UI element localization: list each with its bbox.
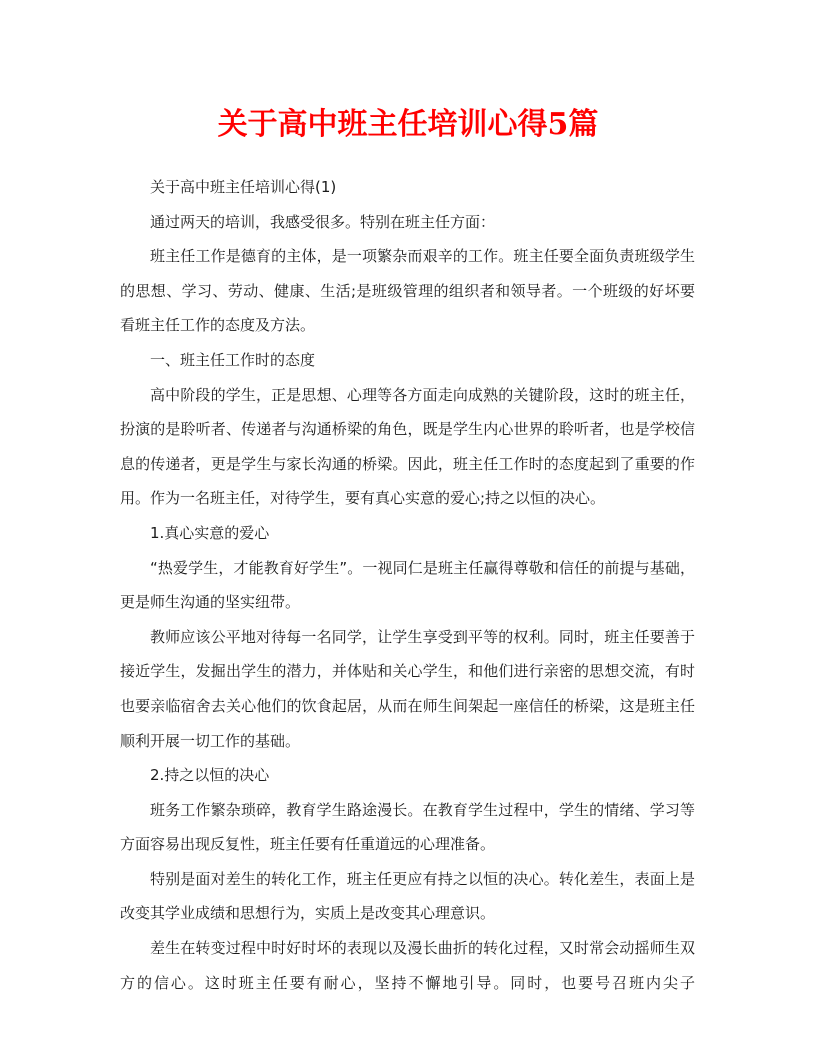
section-heading: 一、班主任工作时的态度 [150, 350, 316, 369]
section-heading: 1.真心实意的爱心 [150, 523, 270, 542]
paragraph: 教师应该公平地对待每一名同学，让学生享受到平等的权利。同时，班主任要善于接近学生，发掘出学生的潜力，并体贴和关心学生，和他们进行亲密的思想交流，有时也要亲临宿舍去关心他们的饮食起居，从而在师生间架起一座信任的桥梁，这是班主任顺利开展一切工作的基础。 [120, 627, 695, 750]
document-body [120, 170, 695, 1000]
paragraph: 差生在转变过程中时好时坏的表现以及漫长曲折的转化过程，又时常会动摇师生双方的信心。这时班主任要有耐心，坚持不懈地引导。同时，也要号召班内尖子 [120, 939, 695, 992]
paragraph: 通过两天的培训，我感受很多。特别在班主任方面： [150, 212, 496, 231]
paragraph: 高中阶段的学生，正是思想、心理等各方面走向成熟的关键阶段，这时的班主任，扮演的是聆听者、传递者与沟通桥梁的角色，既是学生内心世界的聆听者，也是学校信息的传递者，更是学生与家长沟通的桥梁。因此，班主任工作时的态度起到了重要的作用。作为一名班主任，对待学生，要有真心实意的爱心;持之以恒的决心。 [120, 385, 695, 508]
paragraph: 班主任工作是德育的主体，是一项繁杂而艰辛的工作。班主任要全面负责班级学生的思想、学习、劳动、健康、生活;是班级管理的组织者和领导者。一个班级的好坏要看班主任工作的态度及方法。 [120, 247, 695, 335]
section-heading: 关于高中班主任培训心得(1) [150, 178, 337, 196]
paragraph: 班务工作繁杂琐碎，教育学生路途漫长。在教育学生过程中，学生的情绪、学习等方面容易出现反复性，班主任要有任重道远的心理准备。 [120, 800, 695, 854]
paragraph: 特别是面对差生的转化工作，班主任更应有持之以恒的决心。转化差生，表面上是改变其学业成绩和思想行为，实质上是改变其心理意识。 [120, 869, 695, 923]
section-heading: 2.持之以恒的决心 [150, 766, 270, 785]
document-title: 关于高中班主任培训心得5篇 [217, 107, 599, 142]
paragraph: “热爱学生，才能教育好学生”。一视同仁是班主任赢得尊敬和信任的前提与基础，更是师生沟通的坚实纽带。 [120, 558, 695, 612]
